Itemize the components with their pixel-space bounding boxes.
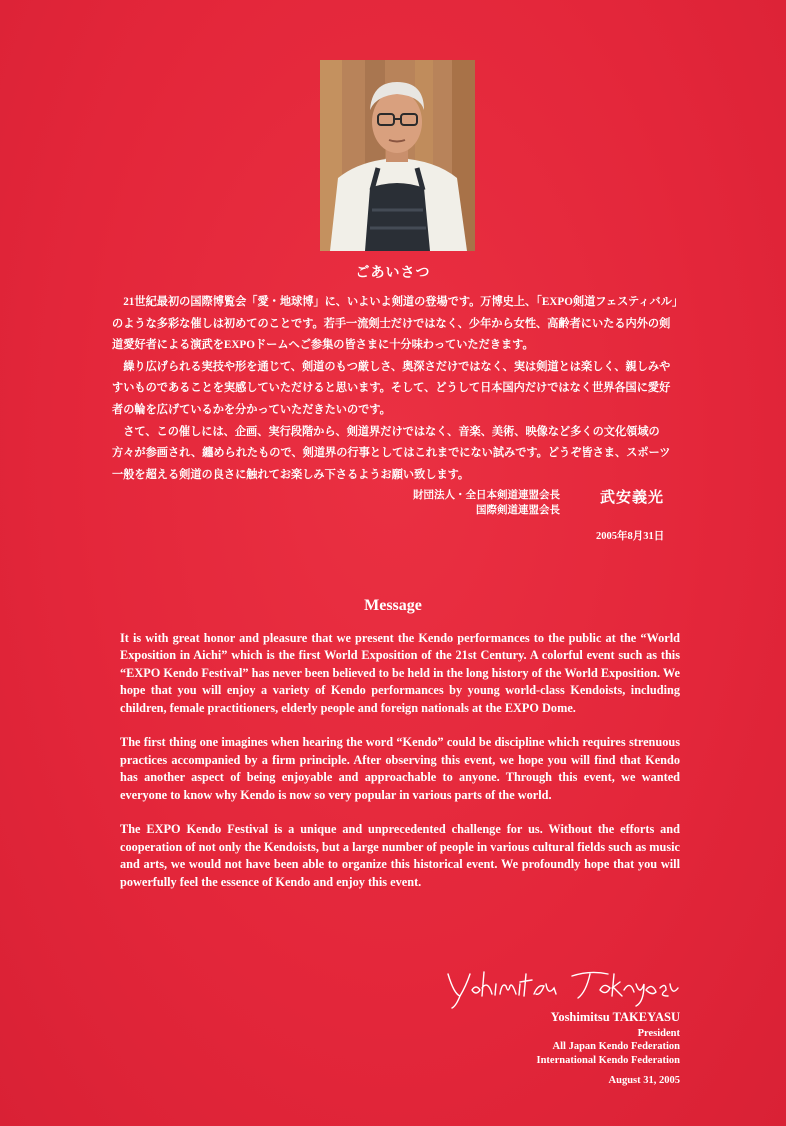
- japanese-message-body: [112, 292, 680, 486]
- english-signatory-name: Yoshimitsu TAKEYASU: [550, 1010, 680, 1024]
- portrait-photo: [320, 60, 475, 251]
- english-paragraph: The EXPO Kendo Festival is a unique and unprecedented challenge for us. Without the efforts and cooperation of not only the Kendoists, but a large number of people in various cultural fields such as music and arts, we would not have been able to organize this historical event. We profoundly hope that you will powerfully feel the essence of Kendo and enjoy this event.: [120, 822, 680, 889]
- english-date: August 31, 2005: [608, 1075, 680, 1087]
- english-signatory-org-2: International Kendo Federation: [536, 1054, 680, 1066]
- english-paragraph: It is with great honor and pleasure that we present the Kendo performances to the public at the “World Exposition in Aichi” which is the first World Exposition of the 21st Century. A colorful event such as this “EXPO Kendo Festival” has never been believed to be held in the long history of the World Exposition. We hope that you will enjoy a variety of Kendo performances by young world-class Kendoists, including children, female practitioners, elderly people and foreign nationals at the EXPO Dome.: [120, 631, 680, 715]
- japanese-signatory-name: 武安義光: [600, 490, 665, 506]
- japanese-paragraph: 21世紀最初の国際博覧会「愛・地球博」に、いよいよ剣道の登場です。万博史上、「EXPO剣道フェスティバル」のような多彩な催しは初めてのことです。若手一流剣士だけではなく、少年から女性、高齢者にいたる内外の剣道愛好者による演武をEXPOドームへご参集の皆さまに十分味わっていただきます。: [112, 296, 678, 352]
- handwritten-signature: [440, 966, 680, 1010]
- portrait-illustration: [320, 60, 475, 251]
- english-signatory-org-1: All Japan Kendo Federation: [552, 1041, 680, 1053]
- japanese-title: ごあいさつ: [355, 266, 431, 281]
- english-signatory-role: President: [637, 1028, 680, 1039]
- japanese-paragraph: 繰り広げられる実技や形を通じて、剣道のもつ厳しさ、奥深さだけではなく、実は剣道とは楽しく、親しみやすいものであることを実感していただけると思います。そして、どうして日本国内だけではなく世界各国に愛好者の輪を広げているかを分かっていただきたいのです。: [112, 360, 671, 416]
- english-message-body: [120, 630, 680, 908]
- japanese-title-line-1: 財団法人・全日本剣道連盟会長: [413, 490, 560, 501]
- english-paragraph: The first thing one imagines when hearing the word “Kendo” could be discipline which requires strenuous practices accompanied by a firm principle. After observing this event, we hope you will find that Kendo has another aspect of being enjoyable and approachable to anyone. Through this event, we wanted everyone to know why Kendo is now so very popular in various parts of the world.: [120, 735, 680, 802]
- japanese-title-line-2: 国際剣道連盟会長: [476, 505, 560, 516]
- english-title: Message: [364, 597, 422, 614]
- english-signatory-block: [537, 1008, 681, 1088]
- japanese-paragraph: さて、この催しには、企画、実行段階から、剣道界だけではなく、音楽、美術、映像など多くの文化領域の方々が参画され、纏められたもので、剣道界の行事としてはこれまでにない試みです。どうぞ皆さま、スポーツ一般を超える剣道の良さに触れてお楽しみ下さるようお願い致します。: [112, 425, 671, 481]
- japanese-signatory-titles: [400, 488, 560, 518]
- japanese-date: 2005年8月31日: [596, 531, 665, 542]
